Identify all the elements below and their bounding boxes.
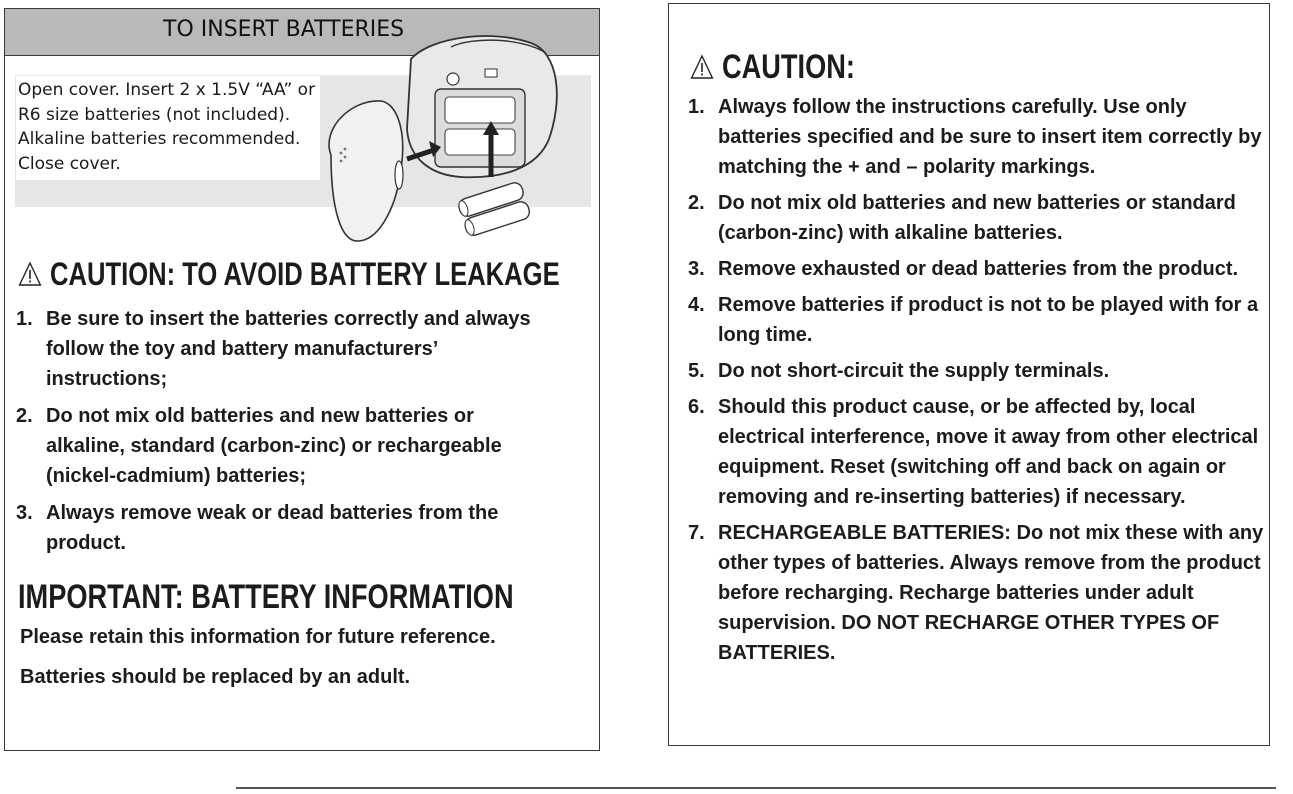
caution-heading-text: CAUTION: [722, 48, 855, 86]
list-item-number: 4. [688, 294, 705, 316]
list-item-number: 1. [16, 308, 33, 330]
retain-info-text: Please retain this information for future reference. [20, 626, 496, 648]
insert-batteries-title: TO INSERT BATTERIES [163, 17, 405, 42]
list-item-number: 1. [688, 96, 705, 118]
list-item [688, 290, 1268, 350]
list-item-number: 7. [688, 522, 705, 544]
insert-instructions-text: Open cover. Insert 2 x 1.5V “AA” or R6 size batteries (not included). Alkaline batteries recommended. Close cover. [16, 76, 320, 180]
list-item-text: Always follow the instructions carefully. Use only batteries specified and be sure to insert item correctly by matching the + and – polarity markings. [718, 96, 1262, 178]
list-item-text: Do not mix old batteries and new batteries or alkaline, standard (carbon-zinc) or rechargeable (nickel-cadmium) batteries; [46, 405, 502, 487]
list-item-text: Do not short-circuit the supply terminals. [718, 360, 1110, 382]
list-item-text: Should this product cause, or be affected by, local electrical interference, move it away from other electrical equipment. Reset (switching off and back on again or removing and re-inserting batteries) if necessary. [718, 396, 1259, 508]
warning-triangle-icon [690, 54, 714, 80]
list-item-text: RECHARGEABLE BATTERIES: Do not mix these with any other types of batteries. Always remove from the product before recharging. Recharge batteries under adult supervision. DO NOT RECHARGE OTHER TYPES OF BATTERIES. [718, 522, 1264, 664]
list-item-number: 6. [688, 396, 705, 418]
list-item-text: Remove exhausted or dead batteries from the product. [718, 258, 1239, 280]
list-item-number: 3. [688, 258, 705, 280]
list-item-text: Always remove weak or dead batteries from the product. [46, 502, 499, 554]
list-item-text: Do not mix old batteries and new batteries or standard (carbon-zinc) with alkaline batteries. [718, 192, 1236, 244]
list-item-number: 2. [688, 192, 705, 214]
list-item-number: 5. [688, 360, 705, 382]
caution-leakage-text: CAUTION: TO AVOID BATTERY LEAKAGE [50, 256, 560, 292]
list-item [688, 254, 1268, 284]
list-item [688, 392, 1268, 512]
list-item-text: Be sure to insert the batteries correctly and always follow the toy and battery manufacturers’ instructions; [46, 308, 531, 390]
important-battery-heading: IMPORTANT: BATTERY INFORMATION [18, 578, 514, 616]
list-item [688, 518, 1268, 668]
list-item-text: Remove batteries if product is not to be played with for a long time. [718, 294, 1259, 346]
battery-compartment-illustration [301, 19, 581, 247]
list-item [688, 356, 1268, 386]
list-item [688, 92, 1268, 182]
general-caution-list [688, 92, 1268, 674]
list-item [16, 304, 556, 394]
caution-heading [690, 48, 855, 87]
caution-leakage-heading [18, 256, 560, 293]
list-item [688, 188, 1268, 248]
leakage-caution-list [16, 304, 556, 565]
warning-triangle-icon [18, 261, 42, 287]
list-item-number: 3. [16, 502, 33, 524]
list-item-number: 2. [16, 405, 33, 427]
list-item [16, 498, 556, 558]
replace-by-adult-text: Batteries should be replaced by an adult. [20, 666, 411, 688]
list-item [16, 401, 556, 491]
bottom-divider [236, 787, 1276, 789]
